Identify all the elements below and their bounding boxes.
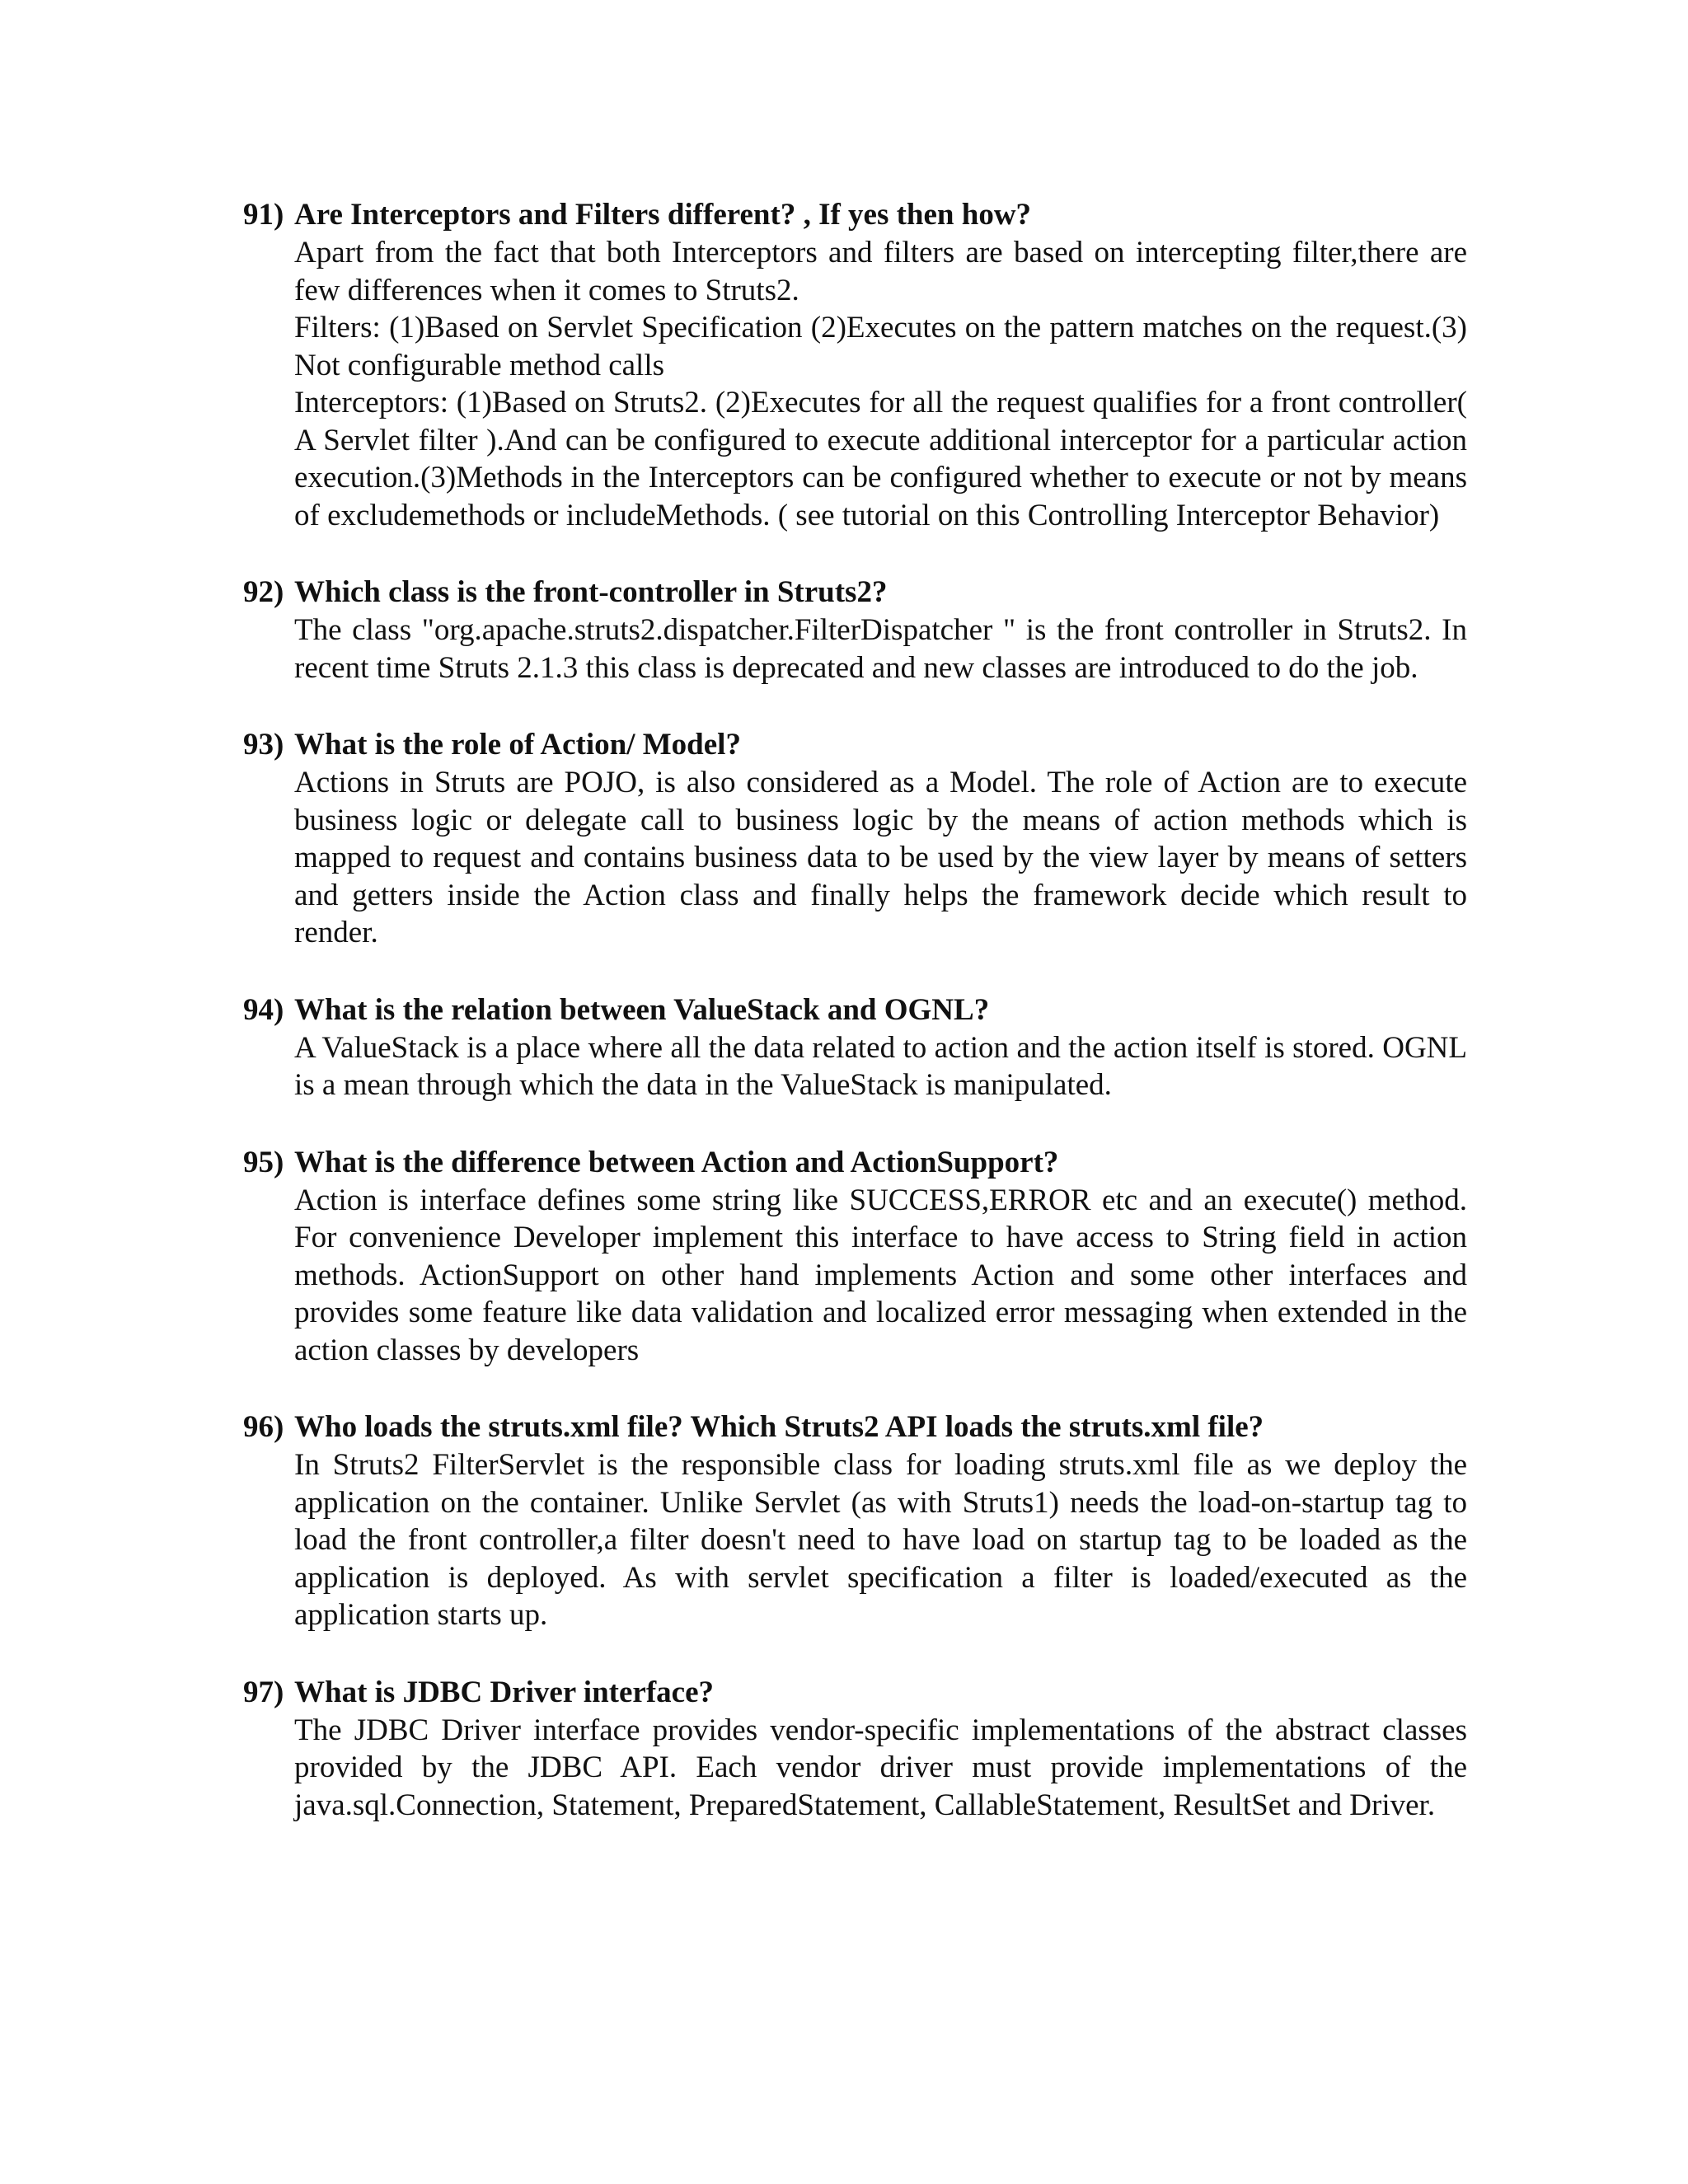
qa-item-94 bbox=[243, 991, 1467, 1104]
answer-paragraph: Interceptors: (1)Based on Struts2. (2)Executes for all the request qualifies for a front controller( A Servlet filter ).And can be configured to execute additional interceptor for a particular action execution.(3)Methods in the Interceptors can be configured whether to execute or not by means of excludemethods or includeMethods. ( see tutorial on this Controlling Interceptor Behavior) bbox=[294, 386, 1467, 532]
answer-block bbox=[294, 1029, 1467, 1104]
answer-paragraph: Apart from the fact that both Interceptors and filters are based on intercepting filter,there are few differences when it comes to Struts2. bbox=[294, 236, 1467, 307]
answer-paragraph: In Struts2 FilterServlet is the responsible class for loading struts.xml file as we deploy the application on the container. Unlike Servlet (as with Struts1) needs the load-on-startup tag to load the front controller,a filter doesn't need to have load on startup tag to be loaded as the application is deployed. As with servlet specification a filter is loaded/executed as the application starts up. bbox=[294, 1448, 1467, 1632]
question-number: 93) bbox=[243, 728, 284, 762]
question-number: 92) bbox=[243, 575, 284, 609]
question-number: 97) bbox=[243, 1675, 284, 1709]
question-text: Are Interceptors and Filters different? , If yes then how? bbox=[294, 198, 1032, 232]
answer-block bbox=[294, 612, 1467, 687]
qa-list bbox=[243, 196, 1467, 1863]
question-text: What is the role of Action/ Model? bbox=[294, 728, 741, 762]
question-number: 95) bbox=[243, 1145, 284, 1179]
answer-block bbox=[294, 234, 1467, 534]
answer-paragraph: The JDBC Driver interface provides vendor-specific implementations of the abstract classes provided by the JDBC API. Each vendor driver must provide implementations of the java.sql.Connection, Statement, PreparedStatement, CallableStatement, ResultSet and Driver. bbox=[294, 1713, 1467, 1822]
answer-block bbox=[294, 764, 1467, 952]
answer-block bbox=[294, 1182, 1467, 1370]
question-heading bbox=[243, 1408, 1467, 1446]
qa-item-92 bbox=[243, 574, 1467, 687]
answer-block bbox=[294, 1446, 1467, 1634]
question-heading bbox=[243, 991, 1467, 1029]
question-number: 96) bbox=[243, 1410, 284, 1444]
qa-item-91 bbox=[243, 196, 1467, 534]
question-heading bbox=[243, 1674, 1467, 1712]
question-text: What is the difference between Action and ActionSupport? bbox=[294, 1145, 1059, 1179]
question-heading bbox=[243, 196, 1467, 234]
question-text: What is JDBC Driver interface? bbox=[294, 1675, 714, 1709]
qa-item-97 bbox=[243, 1674, 1467, 1825]
question-heading bbox=[243, 1144, 1467, 1182]
answer-paragraph: Action is interface defines some string like SUCCESS,ERROR etc and an execute() method. For convenience Developer implement this interface to have access to String field in action methods. ActionSupport on other hand implements Action and some other interfaces and provides some feature like data validation and localized error messaging when extended in the action classes by developers bbox=[294, 1183, 1467, 1367]
question-text: What is the relation between ValueStack and OGNL? bbox=[294, 992, 990, 1027]
question-heading bbox=[243, 574, 1467, 612]
question-text: Which class is the front-controller in Struts2? bbox=[294, 575, 888, 609]
answer-paragraph: The class "org.apache.struts2.dispatcher.FilterDispatcher " is the front controller in Struts2. In recent time Struts 2.1.3 this class is deprecated and new classes are introduced to do the job. bbox=[294, 613, 1467, 685]
answer-block bbox=[294, 1712, 1467, 1825]
qa-item-95 bbox=[243, 1144, 1467, 1370]
answer-paragraph: Filters: (1)Based on Servlet Specification (2)Executes on the pattern matches on the request.(3) Not configurable method calls bbox=[294, 311, 1467, 382]
question-number: 94) bbox=[243, 992, 284, 1027]
answer-paragraph: Actions in Struts are POJO, is also considered as a Model. The role of Action are to execute business logic or delegate call to business logic by the means of action methods which is mapped to request and contains business data to be used by the view layer by means of setters and getters inside the Action class and finally helps the framework decide which result to render. bbox=[294, 766, 1467, 949]
question-text: Who loads the struts.xml file? Which Struts2 API loads the struts.xml file? bbox=[294, 1410, 1264, 1444]
answer-paragraph: A ValueStack is a place where all the data related to action and the action itself is stored. OGNL is a mean through which the data in the ValueStack is manipulated. bbox=[294, 1030, 1467, 1102]
qa-item-93 bbox=[243, 726, 1467, 952]
question-number: 91) bbox=[243, 198, 284, 232]
qa-item-96 bbox=[243, 1408, 1467, 1634]
question-heading bbox=[243, 726, 1467, 764]
